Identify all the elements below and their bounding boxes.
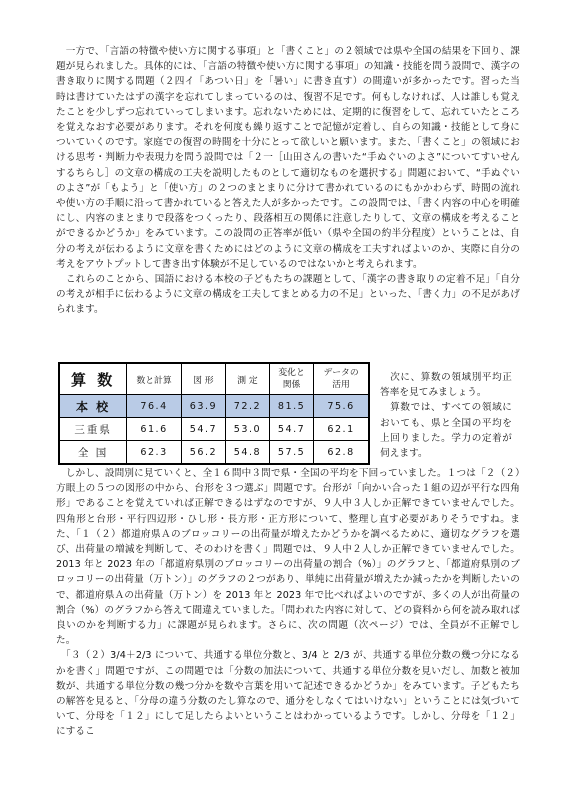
table-header-row <box>59 363 369 395</box>
table-cell: 75.6 <box>314 395 369 418</box>
math-paragraph-2: 「３（２）3/4＋2/3 について、共通する単位分数と、3/4 と 2/3 が、共通する単位分数の幾つ分になるかを書く」問題ですが、この問題では「分数の加法について、共通する単位分数を見いだし、加数と被加数が、共通する単位分数の幾つ分かを数や言葉を用いて記述できるかどうか」をみています。子どもたちの解答を見ると、「分母の違う分数のたし算なので、通分をしなくてはいけない」ということには気づいていて、分母を「１２」にして足したらよいということはわかっているようです。しかし、分母を「１２」にするこ <box>56 650 520 738</box>
table-row <box>59 441 369 465</box>
header-data-use <box>314 363 369 395</box>
math-paragraph-1: しかし、設問別に見ていくと、全１６問中３問で県・全国の平均を下回っていました。１つは「２（２）方眼上の５つの図形の中から、台形を３つ選ぶ」問題です。台形が「向かい合った１組の辺が平行な四角形」であることを覚えていれば正解できるはずなのですが、９人中３人しか正解できていませんでした。四角形と台形・平行四辺形・ひし形・長方形・正方形について、整理し直す必要がありそうですね。また、「１（２）都道府県Ａのブロッコリーの出荷量が増えたかどうかを調べるために、適切なグラフを選び、出荷量の増減を判断して、そのわけを書く」問題では、９人中２人しか正解できていませんでした。2013 年と 2023 年の「都道府県別のブロッコリーの出荷量の割合（%）」のグラフと、「都道府県別のブロッコリーの出荷量（万トン）」のグラフの２つがあり、単純に出荷量が増えたか減ったかを判断したいので、都道府県Ａの出荷量（万トン）を 2013 年と 2023 年で比べればよいのですが、多くの人が出荷量の割合（%）のグラフから答えて間違えていました。「問われた内容に対して、どの資料から何を読み取れば良いのかを判断する力」に課題が見られます。さらに、次の問題（次ページ）では、全員が不正解でした。 <box>56 468 520 647</box>
table-cell: 63.9 <box>181 395 225 418</box>
header-number-calc: 数と計算 <box>127 363 182 395</box>
intro-paragraph-1: 一方で、「言語の特徴や使い方に関する事項」と「書くこと」の２領域では県や全国の結果を下回り、課題が見られました。具体的には、「言語の特徴や使い方に関する事項」の知識・技能を問う設問で、漢字の書き取りに関する問題（２四イ「あつい日」を「暑い」に書き直す）の間違いが多かったです。習った当時は書けていたはずの漢字を忘れてしまっているのは、復習不足です。何もしなければ、人は誰しも覚えたことを少しずつ忘れていってしまいます。忘れないためには、定期的に復習をして、忘れていたところを覚えなおす必要があります。それを何度も繰り返すことで記憶が定着し、自らの知識・技能として身についていくのです。家庭での復習の時間を十分にとって欲しいと願います。また、「書くこと」の領域における思考・判断力や表現力を問う設問では「２一［山田さんの書いた“手ぬぐいのよさ”についてすいせんするちらし］の文章の構成の工夫を説明したものとして適切なものを選択する」問題において、“手ぬぐいのよさ”が「もよう」と「使い方」の２つのまとまりに分けて書かれているのにもかかわらず、時間の流れや使い方の手順に沿って書かれていると答えた人が多かったです。この設問では、「書く内容の中心を明確にし、内容のまとまりで段落をつくったり、段落相互の関係に注意したりして、文章の構成を考えることができるかどうか」をみています。この設問の正答率が低い（県や全国の約半分程度）ということは、自分の考えが伝わるように文章を書くためにはどのように文章の構成を工夫すればよいのか、実際に自分の考えをアウトプットして書き出す体験が不足しているのではないかと考えられます。 <box>56 46 520 270</box>
row-label: 全 国 <box>59 441 127 465</box>
table-cell: 72.2 <box>225 395 269 418</box>
intro-section <box>56 44 520 318</box>
math-side-note <box>380 370 512 461</box>
table-cell: 62.8 <box>314 441 369 465</box>
row-label: 本 校 <box>59 395 127 418</box>
table-cell: 54.7 <box>270 418 314 441</box>
math-analysis-section <box>56 466 520 740</box>
table-cell: 62.3 <box>127 441 182 465</box>
table-cell: 62.1 <box>314 418 369 441</box>
table-cell: 54.7 <box>181 418 225 441</box>
header-change-relation <box>270 363 314 395</box>
table-cell: 56.2 <box>181 441 225 465</box>
math-domain-score-table <box>58 362 370 465</box>
header-change-relation-label: 変化と 関係 <box>278 368 305 390</box>
table-cell: 61.6 <box>127 418 182 441</box>
intro-paragraph-2: これらのことから、国語における本校の子どもたちの課題として、「漢字の書き取りの定着不足」「自分の考えが相手に伝わるように文章の構成を工夫してまとめる力の不足」といった、「書く力」の不足があげられます。 <box>56 274 520 316</box>
table-cell: 81.5 <box>270 395 314 418</box>
side-text: 次に、算数の領域別平均正答率を見てみましょう。 算数では、すべての領域においても、県と全国の平均を上回りました。学力の定着が伺えます。 <box>380 372 512 460</box>
header-data-use-label: データの 活用 <box>323 368 359 390</box>
table-cell: 54.8 <box>225 441 269 465</box>
table-row <box>59 418 369 441</box>
table-cell: 57.5 <box>270 441 314 465</box>
table-cell: 53.0 <box>225 418 269 441</box>
table-cell: 76.4 <box>127 395 182 418</box>
header-measurement: 測 定 <box>225 363 269 395</box>
header-shapes: 図 形 <box>181 363 225 395</box>
table-title: 算 数 <box>59 363 127 395</box>
row-label: 三重県 <box>59 418 127 441</box>
table-row <box>59 395 369 418</box>
